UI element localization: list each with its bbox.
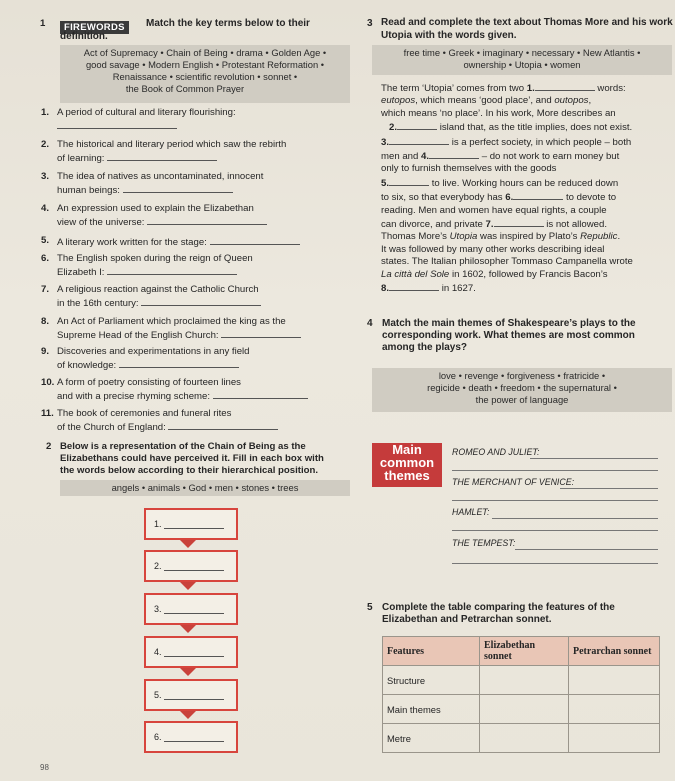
word-line: regicide • death • freedom • the supernatural •: [427, 382, 617, 393]
chain-box-2[interactable]: 2.: [144, 550, 238, 582]
play-merchant-of-venice: THE MERCHANT OF VENICE:: [452, 477, 575, 487]
page-number: 98: [40, 763, 49, 772]
table-row-label: Main themes: [383, 695, 480, 724]
arrow-down-icon: [180, 540, 196, 548]
firewords-badge: FIREWORDS: [60, 17, 129, 35]
table-row: [383, 724, 660, 753]
answer-blank[interactable]: [141, 296, 261, 306]
answer-line[interactable]: [560, 488, 658, 489]
answer-line[interactable]: [452, 530, 658, 531]
answer-blank[interactable]: [429, 149, 479, 159]
table-header: Features: [383, 637, 480, 666]
answer-blank[interactable]: [494, 217, 544, 227]
ex1-item-6: 6. The English spoken during the reign of Queen Elizabeth I:: [41, 253, 253, 278]
ex1-item-2: 2. The historical and literary period which saw the rebirth of learning:: [41, 139, 287, 164]
answer-blank[interactable]: [513, 190, 563, 200]
arrow-down-icon: [180, 668, 196, 676]
arrow-down-icon: [180, 625, 196, 633]
table-header-row: [383, 637, 660, 666]
ex3-instruction-2: Utopia with the words given.: [381, 30, 517, 41]
word-line: the power of language: [475, 394, 569, 405]
word-line: good savage • Modern English • Protestant Reformation •: [85, 59, 325, 70]
answer-line[interactable]: [530, 458, 658, 459]
ex1-item-9: 9. Discoveries and experimentations in any field of knowledge:: [41, 346, 250, 371]
ex1-item-10: 10. A form of poetry consisting of fourteen lines and with a precise rhyming scheme:: [57, 377, 347, 403]
answer-blank[interactable]: [119, 358, 239, 368]
ex3-cloze-text: The term ‘Utopia’ comes from two 1. words: eutopos, which means ‘good place’, and outopos, which means ‘no place’. In his work, More describes an 2. island that, as the title implies, does not exist. 3. is a perfect society, in which people – both men and 4. – do not work to earn money but only to furnish themselves with the goods 5. to live. Working hours can be reduced down to six, so that everybody has 6. to devote to reading. Men and women have equal rights, a couple can divorce, and private 7. is not allowed. Thomas More’s Utopia was inspired by Plato’s Republic. It was followed by many other works describing ideal states. The Italian philosopher Tommaso Campanella wrote La città del Sole in 1602, followed by Francis Bacon’s 8. in 1627.: [381, 83, 633, 295]
table-cell[interactable]: [569, 666, 660, 695]
ex2-number: 2: [46, 441, 52, 452]
ex1-item-1: 1. A period of cultural and literary flourishing:: [57, 107, 347, 133]
chain-box-6[interactable]: 6.: [144, 721, 238, 753]
answer-blank[interactable]: [221, 328, 301, 338]
table-header: Elizabethan sonnet: [480, 637, 569, 666]
answer-blank[interactable]: [389, 176, 429, 186]
answer-blank[interactable]: [213, 389, 308, 399]
answer-blank[interactable]: [57, 119, 177, 129]
ex4-instruction: Match the main themes of Shakespeare’s plays to the corresponding work. What themes are most common among the plays?: [382, 318, 636, 353]
play-romeo-and-juliet: ROMEO AND JULIET:: [452, 447, 540, 457]
arrow-down-icon: [180, 711, 196, 719]
answer-blank[interactable]: [107, 151, 217, 161]
ex3-number: 3: [367, 18, 373, 29]
table-row: [383, 695, 660, 724]
ex4-number: 4: [367, 318, 373, 329]
answer-line[interactable]: [452, 563, 658, 564]
ex2-instruction: Below is a representation of the Chain of Being as the Elizabethans could have perceived it. Fill in each box with the words below according to their hierarchical position.: [60, 441, 324, 476]
word-line: love • revenge • forgiveness • fratricide •: [438, 370, 606, 381]
table-row-label: Metre: [383, 724, 480, 753]
ex3-instruction: Read and complete the text about Thomas More and his work: [381, 17, 673, 28]
answer-blank[interactable]: [389, 281, 439, 291]
answer-line[interactable]: [452, 500, 658, 501]
answer-line[interactable]: [452, 470, 658, 471]
table-cell[interactable]: [569, 724, 660, 753]
chain-box-4[interactable]: 4.: [144, 636, 238, 668]
word-line: free time • Greek • imaginary • necessary • New Atlantis •: [403, 47, 641, 58]
ex4-word-box: [372, 368, 672, 412]
ex1-item-7: 7. A religious reaction against the Catholic Church in the 16th century:: [57, 284, 347, 310]
word-line: Renaissance • scientific revolution • sonnet •: [112, 71, 298, 82]
answer-line[interactable]: [492, 518, 658, 519]
table-row: [383, 666, 660, 695]
word-line: ownership • Utopia • women: [463, 59, 581, 70]
answer-blank[interactable]: [397, 120, 437, 130]
ex5-instruction: Complete the table comparing the features of the Elizabethan and Petrarchan sonnet.: [382, 602, 615, 625]
ex1-item-5: 5. A literary work written for the stage:: [57, 235, 347, 249]
table-cell[interactable]: [480, 724, 569, 753]
answer-blank[interactable]: [147, 215, 267, 225]
chain-box-1[interactable]: 1.: [144, 508, 238, 540]
ex1-item-3: 3. The idea of natives as uncontaminated, innocent human beings:: [41, 171, 264, 196]
ex3-word-box: [372, 45, 672, 75]
ex2-word-box: angels • animals • God • men • stones • trees: [60, 480, 350, 496]
ex1-word-box: [60, 45, 350, 103]
ex5-number: 5: [367, 602, 373, 613]
chain-box-3[interactable]: 3.: [144, 593, 238, 625]
word-line: the Book of Common Prayer: [125, 83, 245, 94]
table-cell[interactable]: [480, 695, 569, 724]
table-row-label: Structure: [383, 666, 480, 695]
ex1-instruction-2: definition.: [60, 31, 108, 42]
chain-box-5[interactable]: 5.: [144, 679, 238, 711]
table-cell[interactable]: [480, 666, 569, 695]
answer-blank[interactable]: [389, 135, 449, 145]
ex1-item-4: 4. An expression used to explain the Elizabethan view of the universe:: [57, 203, 347, 229]
ex1-item-8: 8. An Act of Parliament which proclaimed the king as the Supreme Head of the English Church:: [57, 316, 347, 342]
answer-blank[interactable]: [210, 235, 300, 245]
answer-blank[interactable]: [168, 420, 278, 430]
table-cell[interactable]: [569, 695, 660, 724]
table-header: Petrarchan sonnet: [569, 637, 660, 666]
answer-blank[interactable]: [535, 81, 595, 91]
answer-blank[interactable]: [107, 265, 237, 275]
answer-line[interactable]: [515, 549, 658, 550]
ex1-instruction: Match the key terms below to their: [146, 18, 310, 29]
play-the-tempest: THE TEMPEST:: [452, 538, 516, 548]
main-themes-box: Main common themes: [372, 443, 442, 487]
ex1-number: 1: [40, 18, 46, 29]
arrow-down-icon: [180, 582, 196, 590]
play-hamlet: HAMLET:: [452, 507, 490, 517]
answer-blank[interactable]: [123, 183, 233, 193]
ex1-item-11: 11. The book of ceremonies and funeral rites of the Church of England:: [57, 408, 347, 434]
sonnet-comparison-table: [382, 636, 660, 753]
word-line: Act of Supremacy • Chain of Being • drama • Golden Age •: [83, 47, 327, 58]
